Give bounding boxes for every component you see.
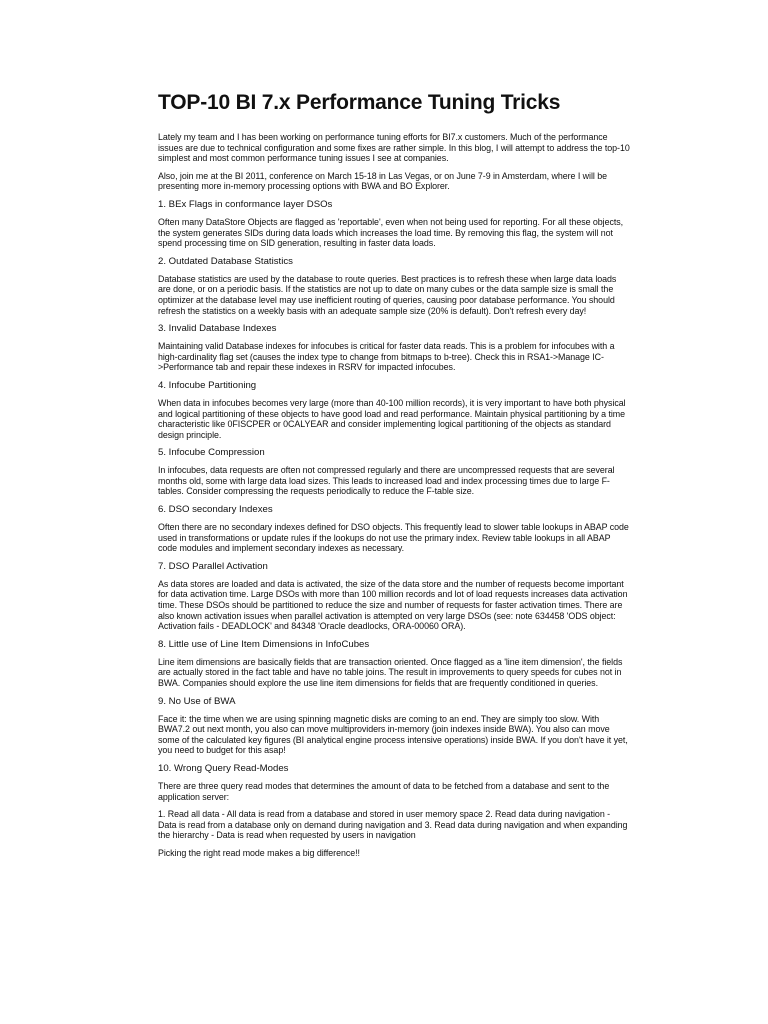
section-paragraph: Often there are no secondary indexes defined for DSO objects. This frequently lead to slower table lookups in ABAP code used in transformations or update rules if the lookups do not use the primary index. Review table lookups in all ABAP code modules and implement secondary indexes as necessary. — [158, 522, 629, 554]
section-infocube-compression — [158, 447, 630, 497]
section-heading: 9. No Use of BWA — [158, 695, 236, 707]
section-line-item-dimensions — [158, 639, 630, 689]
section-heading: 2. Outdated Database Statistics — [158, 255, 293, 267]
section-paragraph: In infocubes, data requests are often not compressed regularly and there are uncompressed requests that are several months old, some with large data load sizes. This leads to increased load and index processing times due to large F-tables. Consider compressing the requests periodically to reduce the F-table size. — [158, 465, 615, 497]
section-paragraph: Maintaining valid Database indexes for infocubes is critical for faster data reads. This is a problem for infocubes with a high-cardinality flag set (causes the index type to change from bitmaps to b-tree). Check this in RSA1->Manage IC->Performance tab and repair these indexes in RSRV for impacted infocubes. — [158, 341, 615, 373]
document-title: TOP-10 BI 7.x Performance Tuning Tricks — [158, 91, 561, 114]
section-database-statistics — [158, 256, 630, 316]
intro-paragraph: Lately my team and I has been working on performance tuning efforts for BI7.x customers. Much of the performance issues are due to technical configuration and some fixes are rather simple. In this blog, I will attempt to address the top-10 simplest and most common performance tuning issues I see at companies. — [158, 132, 630, 164]
section-paragraph: There are three query read modes that determines the amount of data to be fetched from a database and sent to the application server: — [158, 780, 610, 802]
section-heading: 1. BEx Flags in conformance layer DSOs — [158, 198, 333, 210]
section-heading: 7. DSO Parallel Activation — [158, 560, 268, 572]
section-paragraph: Line item dimensions are basically fields that are transaction oriented. Once flagged as a 'line item dimension', the fields are actually stored in the fact table and have no table joins. The result in improvements to query speeds for cubes not in BWA. Companies should explore the use line item dimensions for fields that are frequently conditioned in queries. — [158, 656, 623, 688]
section-heading: 10. Wrong Query Read-Modes — [158, 762, 289, 774]
section-heading: 8. Little use of Line Item Dimensions in InfoCubes — [158, 638, 370, 650]
section-paragraph: Picking the right read mode makes a big difference!! — [158, 847, 360, 858]
section-heading: 3. Invalid Database Indexes — [158, 323, 277, 335]
section-paragraph: Database statistics are used by the database to route queries. Best practices is to refresh these when large data loads are done, or on a periodic basis. If the statistics are not up to date on many cubes or the data sample size is small the optimizer at the database level may use inefficient routing of queries, causing poor database performance. You should refresh the statistics on a weekly basis with an adequate sample size (20% is default). Don't refresh every day! — [158, 273, 617, 316]
section-no-use-of-bwa — [158, 696, 630, 756]
section-paragraph: Often many DataStore Objects are flagged as 'reportable', even when not being used for reporting. For all these objects, the system generates SIDs during data loads which increases the load time. By removing this flag, the system will not spend processing time on SID generation, resulting in faster data loads. — [158, 216, 624, 249]
section-paragraph: 1. Read all data - All data is read from a database and stored in user memory space 2. Read data during navigation - Data is read from a database only on demand during navigation and 3. Read data during navigation and when expanding the hierarchy - Data is read when requested by users in navigation — [158, 809, 628, 841]
section-infocube-partitioning — [158, 380, 630, 440]
section-paragraph: When data in infocubes becomes very large (more than 40-100 million records), it is very important to have both physical and logical partitioning of these objects to have good load and read performance. Maintain physical partitioning by a time characteristic like 0FISCPER or 0CALYEAR and consider implementing logical partitioning of the objects as standard design principle. — [158, 397, 626, 440]
section-database-indexes — [158, 323, 630, 373]
section-query-read-modes — [158, 763, 630, 859]
section-dso-secondary-indexes — [158, 504, 630, 554]
section-paragraph: Face it: the time when we are using spinning magnetic disks are coming to an end. They are simply too slow. With BWA7.2 out next month, you also can move multiproviders in-memory (join indexes inside BWA). You also can move some of the calculated key figures (BI analytical engine process intensive operations) inside BWA. If you don't have it yet, you need to budget for this asap! — [158, 713, 628, 756]
section-bex-flags — [158, 199, 630, 249]
intro-paragraph: Also, join me at the BI 2011, conference on March 15-18 in Las Vegas, or on June 7-9 in Amsterdam, where I will be presenting more in-memory processing options with BWA and BO Explorer. — [158, 170, 607, 192]
section-heading: 4. Infocube Partitioning — [158, 379, 257, 391]
document-page — [158, 90, 630, 866]
section-paragraph: As data stores are loaded and data is activated, the size of the data store and the number of requests become important for data activation time. Large DSOs with more than 100 million records and lot of load requests increases data activation time. These DSOs should be partitioned to reduce the size and number of requests for faster activation times. There are also known activation issues when parallel activation is attempted on very large DSOs (see: note 634458 'ODS object: Activation fails - DEADLOCK' and 84348 'Oracle deadlocks, ORA-00060 ORA). — [158, 578, 628, 632]
section-heading: 6. DSO secondary Indexes — [158, 504, 273, 516]
section-dso-parallel-activation — [158, 561, 630, 632]
section-heading: 5. Infocube Compression — [158, 447, 265, 459]
